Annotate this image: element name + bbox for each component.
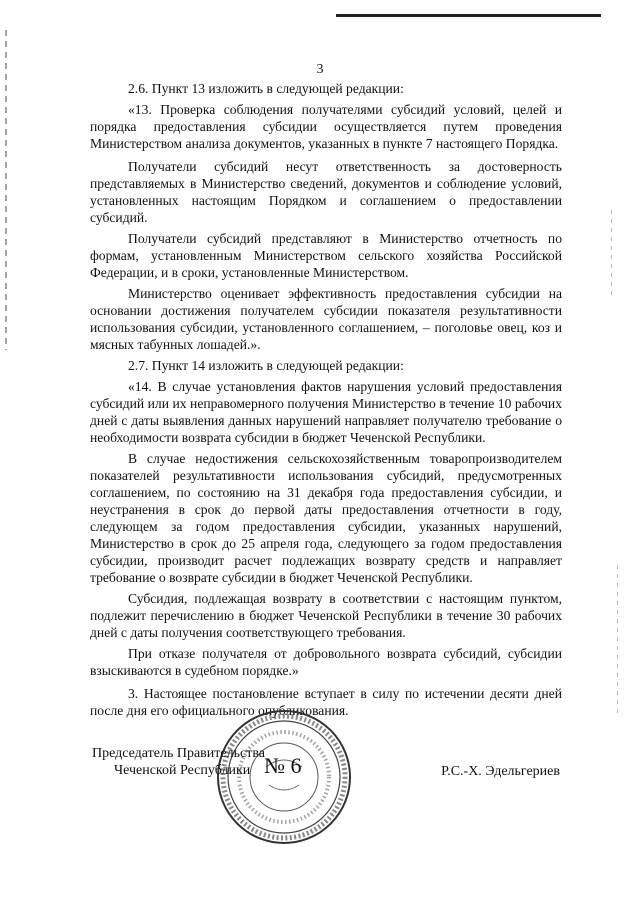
scan-edge-marks (617, 565, 618, 715)
scan-artifact-bar (336, 14, 601, 17)
paragraph: «13. Проверка соблюдения получателями субсидий условий, целей и порядка предоставления субсидии осуществляется путем проведения Министерством анализа документов, указанных в пункте 7 настоящего Порядка. (90, 102, 562, 151)
paragraph: Получатели субсидий несут ответственность за достоверность представляемых в Министерство сведений, документов и соблюдение условий, установленных настоящим Порядком и соглашением о предоставлении субсидий. (90, 159, 562, 225)
signatory-title-line: Чеченской Республики (114, 763, 251, 778)
page-number: 3 (316, 62, 324, 77)
signatory-title (92, 745, 265, 779)
signature-block (92, 745, 572, 785)
paragraph: Получатели субсидий представляют в Министерство отчетность по формам, установленным Министерством сельского хозяйства Российской Федерации, и в сроки, установленные Министерством. (90, 231, 562, 280)
paragraph: 2.6. Пункт 13 изложить в следующей редакции: (128, 81, 404, 96)
signatory-title-line: Председатель Правительства (92, 746, 265, 761)
paragraph: При отказе получателя от добровольного возврата субсидий, субсидии взыскиваются в судебном порядке.» (90, 646, 562, 678)
scan-edge-marks (611, 210, 612, 300)
paragraph: Министерство оценивает эффективность предоставления субсидии на основании достижения получателем субсидии показателя результативности использования субсидии, установленного соглашением, – поголовье овец, коз и мясных табунных лошадей.». (90, 286, 562, 352)
paragraph: Субсидия, подлежащая возврату в соответствии с настоящим пунктом, подлежит перечислению в бюджет Чеченской Республики в течение 30 рабочих дней с даты получения соответствующего требования. (90, 591, 562, 640)
paragraph: 3. Настоящее постановление вступает в силу по истечении десяти дней после дня его официального опубликования. (90, 686, 562, 718)
paragraph: 2.7. Пункт 14 изложить в следующей редакции: (128, 358, 404, 373)
signatory-name: Р.С.-Х. Эдельгериев (441, 764, 560, 779)
document-body (90, 80, 562, 723)
paragraph: «14. В случае установления фактов нарушения условий предоставления субсидий или их неправомерного получения Министерство в течение 10 рабочих дней с даты выявления данных нарушений направляет получателю требование о необходимости возврата субсидии в бюджет Чеченской Республики. (90, 379, 562, 445)
scan-edge-marks (5, 30, 7, 350)
seal-number: № 6 (264, 753, 302, 778)
paragraph: В случае недостижения сельскохозяйственным товаропроизводителем показателей результативности использования субсидий, предусмотренных соглашением, по состоянию на 31 декабря года предоставления субсидии, и неустранения в срок до первой даты предоставления отчетности в году, следующем за годом предоставления субсидии, указанных нарушений, Министерство в срок до 25 апреля года, следующего за годом предоставления субсидии, производит расчет подлежащих возврату средств и направляет требование о возврате субсидии в бюджет Чеченской Республики. (90, 451, 562, 585)
